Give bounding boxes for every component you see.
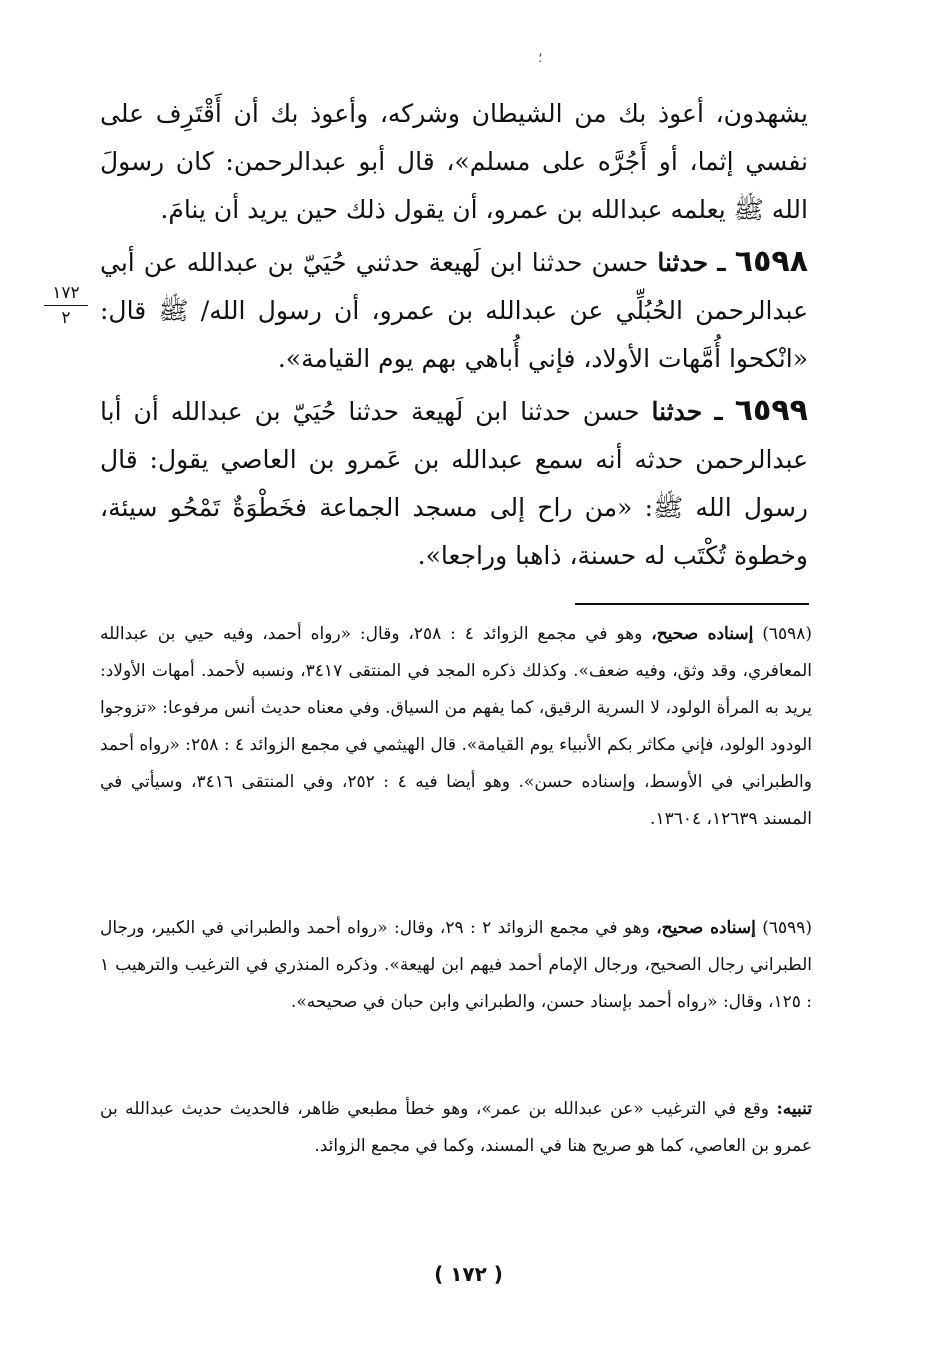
hadith-continuation bbox=[100, 90, 808, 234]
page-marker: ؛ bbox=[538, 50, 543, 66]
footnote-text: وهو في مجمع الزوائد ٤ : ٢٥٨، وقال: «رواه أحمد، وفيه حيي بن عبدالله المعافري، وقد وثق، وفيه ضعف». وكذلك ذكره المجد في المنتقى ٣٤١٧، ونسبه لأحمد. أمهات الأولاد: يريد به المرأة الولود، لا السرية الرقيق، كما يفهم من السياق. وفي معناه حديث أنس مرفوعا: «تزوجوا الودود الولود، فإني مكاثر بكم الأنبياء يوم القيامة». قال الهيثمي في مجمع الزوائد ٤ : ٢٥٨: «رواه أحمد والطبراني في الأوسط، وإسناده حسن». وهو أيضا فيه ٤ : ٢٥٢، وفي المنتقى ٣٤١٦، وسيأتي في المسند ١٢٦٣٩، ١٣٦٠٤. bbox=[100, 624, 813, 829]
margin-ref-divider bbox=[44, 305, 88, 306]
hadith-dash: ـ bbox=[717, 248, 726, 277]
margin-ref-bottom: ٢ bbox=[61, 308, 71, 328]
margin-volume-reference bbox=[40, 283, 92, 328]
footnote-separator bbox=[575, 603, 809, 605]
footnote-6599 bbox=[100, 910, 812, 1021]
page-number: ( ١٧٢ ) bbox=[434, 1262, 503, 1286]
hadith-dash: ـ bbox=[714, 397, 723, 426]
hadith-number: ٦٥٩٨ bbox=[734, 244, 809, 279]
footnote-label: (٦٥٩٩) bbox=[762, 918, 813, 938]
note-text: وقع في الترغيب «عن عبدالله بن عمر»، وهو خطأ مطبعي ظاهر، فالحديث حديث عبدالله بن عمرو بن العاصي، كما هو صريح هنا في المسند، وكما في مجمع الزوائد. bbox=[100, 1099, 812, 1156]
hadith-lead: حدثنا bbox=[657, 248, 709, 277]
hadith-number: ٦٥٩٩ bbox=[734, 393, 808, 428]
footnote-head: إسناده صحيح، bbox=[656, 918, 756, 938]
hadith-continuation-text: يشهدون، أعوذ بك من الشيطان وشركه، وأعوذ بك أن أَقْتَرِف على نفسي إثما، أو أَجُرَّه على مسلم»، قال أبو عبدالرحمن: كان رسولَ الله ﷺ يعلمه عبدالله بن عمرو، أن يقول ذلك حين يريد أن ينامَ. bbox=[100, 99, 808, 224]
hadith-lead: حدثنا bbox=[651, 397, 703, 426]
footnote-6598 bbox=[100, 616, 812, 838]
footnote-note bbox=[100, 1091, 812, 1165]
footnote-label: (٦٥٩٨) bbox=[762, 624, 813, 644]
hadith-6598 bbox=[100, 238, 808, 383]
note-head: تنبيه: bbox=[776, 1099, 813, 1119]
footnote-head: إسناده صحيح، bbox=[651, 624, 754, 644]
margin-ref-top: ١٧٢ bbox=[52, 283, 80, 303]
footnote-text: وهو في مجمع الزوائد ٢ : ٢٩، وقال: «رواه أحمد والطبراني في الكبير، ورجال الطبراني رجال الصحيح، ورجال الإمام أحمد فيهم ابن لهيعة». وذكره المنذري في الترغيب والترهيب ١ : ١٢٥، وقال: «رواه أحمد بإسناد حسن، والطبراني وابن حبان في صحيحه». bbox=[100, 918, 812, 1012]
hadith-6599 bbox=[100, 387, 808, 580]
hadith-text: حسن حدثنا ابن لَهيعة حدثني حُيَيّ بن عبدالله عن أبي عبدالرحمن الحُبُلِّي عن عبدالله بن عمرو، أن رسول الله/ ﷺ قال: «انْكحوا أُمَّهات الأولاد، فإني أُباهي بهم يوم القيامة». bbox=[100, 248, 808, 373]
hadith-text: حسن حدثنا ابن لَهيعة حدثنا حُيَيّ بن عبدالله أن أبا عبدالرحمن حدثه أنه سمع عبدالله بن عَمرو بن العاصي يقول: قال رسول الله ﷺ: «من راح إلى مسجد الجماعة فخَطْوَةٌ تَمْحُو سيئة، وخطوة تُكْتَب له حسنة، ذاهبا وراجعا». bbox=[100, 397, 808, 570]
